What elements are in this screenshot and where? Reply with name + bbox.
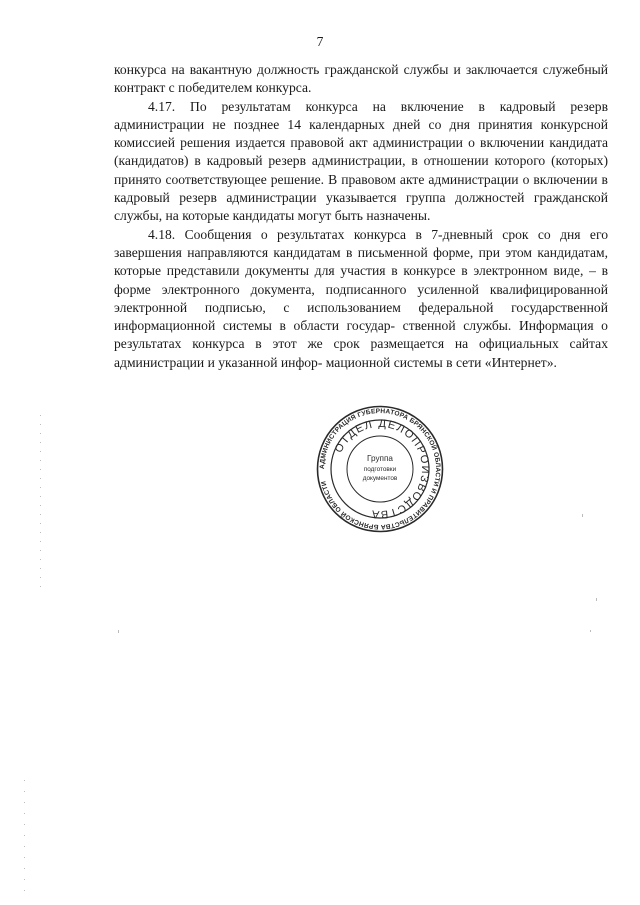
scan-artifact	[118, 630, 119, 633]
stamp-center-line: документов	[362, 475, 398, 482]
text-line: комиссией решения издается правовой акт администрации о включении	[114, 135, 550, 151]
text-line: кандидата (кандидатов) в кадровый резерв администрации, в отношении	[114, 135, 608, 169]
text-line: усиленной квалифицированной электронной подписью, с использованием	[114, 281, 608, 315]
stamp-center-text	[363, 454, 398, 482]
text-line: кандидатам, которые представили документы для участия в конкурсе	[114, 244, 608, 279]
scan-artifact	[24, 780, 25, 895]
stamp-inner-ring-text: ОТДЕЛ ДЕЛОПРОИЗВОДСТВА	[332, 417, 432, 521]
text-line: 4.17. По результатам конкурса на включение в кадровый резерв	[148, 98, 608, 114]
document-body	[114, 61, 608, 372]
text-line: в электронном виде, – в форме электронного документа, подписанного	[114, 263, 608, 297]
text-line: ственной службы. Информация о результатах конкурса в этот же срок	[114, 318, 608, 352]
paragraph-4-17	[114, 98, 608, 226]
paragraph-4-18	[114, 226, 608, 372]
text-line: назначены.	[366, 208, 431, 224]
page-number: 7	[316, 34, 324, 49]
scan-artifact	[590, 630, 591, 632]
text-line: служебный контракт с победителем конкурса.	[114, 62, 608, 96]
text-line: которого (которых) принято соответствующее решение. В правовом акте	[114, 153, 608, 187]
text-line: группа должностей гражданской службы, на которые кандидаты могут быть	[114, 190, 608, 224]
paragraph-continuation	[114, 61, 608, 98]
stamp-outer-ring-text: АДМИНИСТРАЦИЯ ГУБЕРНАТОРА БРЯНСКОЙ ОБЛАСТИ И ПРАВИТЕЛЬСТВА БРЯНСКОЙ ОБЛАСТИ	[318, 407, 442, 531]
text-line: размещается на официальных сайтах администрации и указанной инфор-	[114, 336, 608, 370]
stamp-center-line: Группа	[367, 454, 393, 463]
text-line: федеральной государственной информационной системы в области государ-	[114, 299, 608, 334]
scan-artifact	[596, 598, 597, 601]
scan-artifact	[582, 514, 583, 517]
official-stamp	[316, 405, 444, 533]
text-line: конкурса на вакантную должность гражданской службы и заключается	[114, 62, 543, 77]
text-line: мационной системы в сети «Интернет».	[325, 354, 557, 370]
text-line: завершения направляются кандидатам в письменной форме, при этом	[114, 244, 538, 260]
scan-artifact	[40, 415, 41, 595]
stamp-center-line: подготовки	[363, 466, 397, 473]
text-line: администрации не позднее 14 календарных дней со дня принятия конкурсной	[114, 116, 608, 132]
text-line: администрации о включении в кадровый резерв администрации указывается	[114, 171, 608, 206]
text-line: 4.18. Сообщения о результатах конкурса в 7-дневный срок со дня его	[148, 226, 608, 242]
